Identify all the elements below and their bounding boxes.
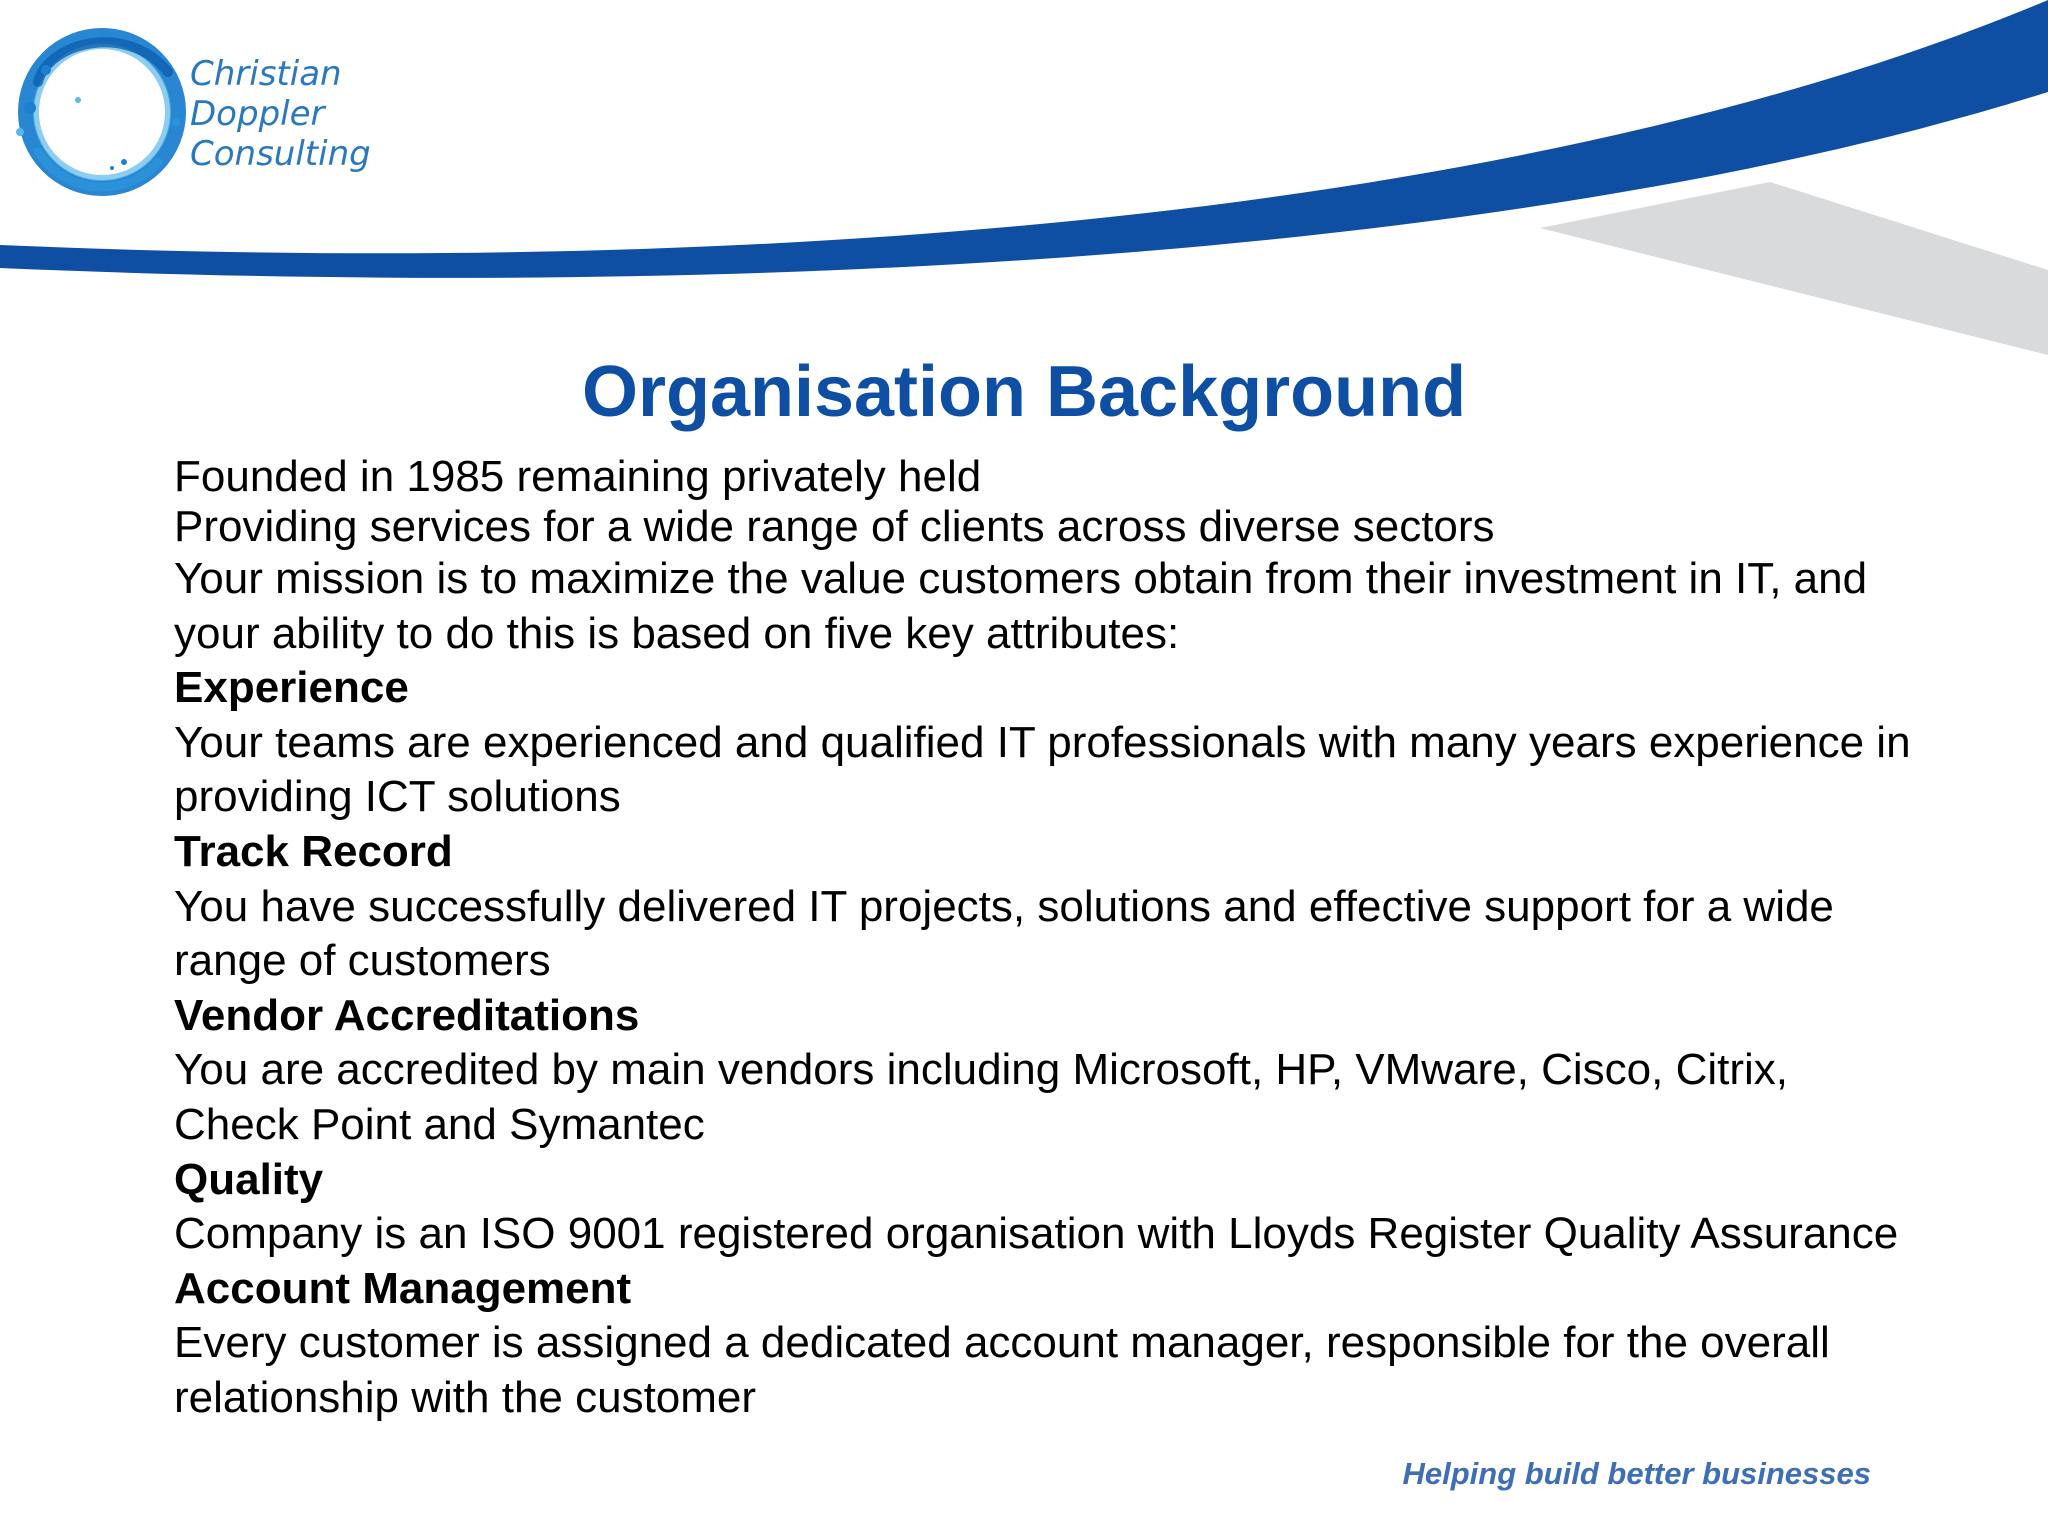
logo-line-3: Consulting xyxy=(190,134,371,174)
intro-line-2: Providing services for a wide range of clients across diverse sectors xyxy=(174,502,1495,551)
company-logo xyxy=(8,12,388,212)
logo-ring-icon xyxy=(8,12,198,212)
logo-line-2: Doppler xyxy=(190,94,325,134)
footer-tagline: Helping build better businesses xyxy=(1402,1456,1871,1491)
logo-wordmark xyxy=(190,54,371,174)
attribute-heading-experience: Experience xyxy=(174,663,409,713)
slide-title: Organisation Background xyxy=(581,352,1467,432)
attribute-text-experience: Your teams are experienced and qualified IT professionals with many years experience in providing ICT solutions xyxy=(174,717,1911,822)
attribute-heading-track-record: Track Record xyxy=(174,826,453,876)
attribute-text-vendor-accreditations: You are accredited by main vendors including Microsoft, HP, VMware, Cisco, Citrix, Check Point and Symantec xyxy=(174,1045,1789,1149)
attribute-text-track-record: You have successfully delivered IT projects, solutions and effective support for a wide range of customers xyxy=(174,881,1834,986)
attribute-text-quality: Company is an ISO 9001 registered organisation with Lloyds Register Quality Assurance xyxy=(174,1209,1899,1259)
attribute-heading-account-management: Account Management xyxy=(174,1263,632,1313)
attribute-heading-quality: Quality xyxy=(174,1154,324,1204)
intro-line-1: Founded in 1985 remaining privately held xyxy=(174,452,982,501)
attribute-heading-vendor-accreditations: Vendor Accreditations xyxy=(174,990,640,1040)
attribute-text-account-management: Every customer is assigned a dedicated account manager, responsible for the overall relationship with the customer xyxy=(174,1318,1830,1422)
intro-line-3: Your mission is to maximize the value customers obtain from their investment in IT, and your ability to do this is based on five key attributes: xyxy=(174,554,1868,658)
logo-line-1: Christian xyxy=(190,54,342,94)
slide-body xyxy=(174,452,1914,1426)
gray-swoosh xyxy=(1540,182,2048,355)
